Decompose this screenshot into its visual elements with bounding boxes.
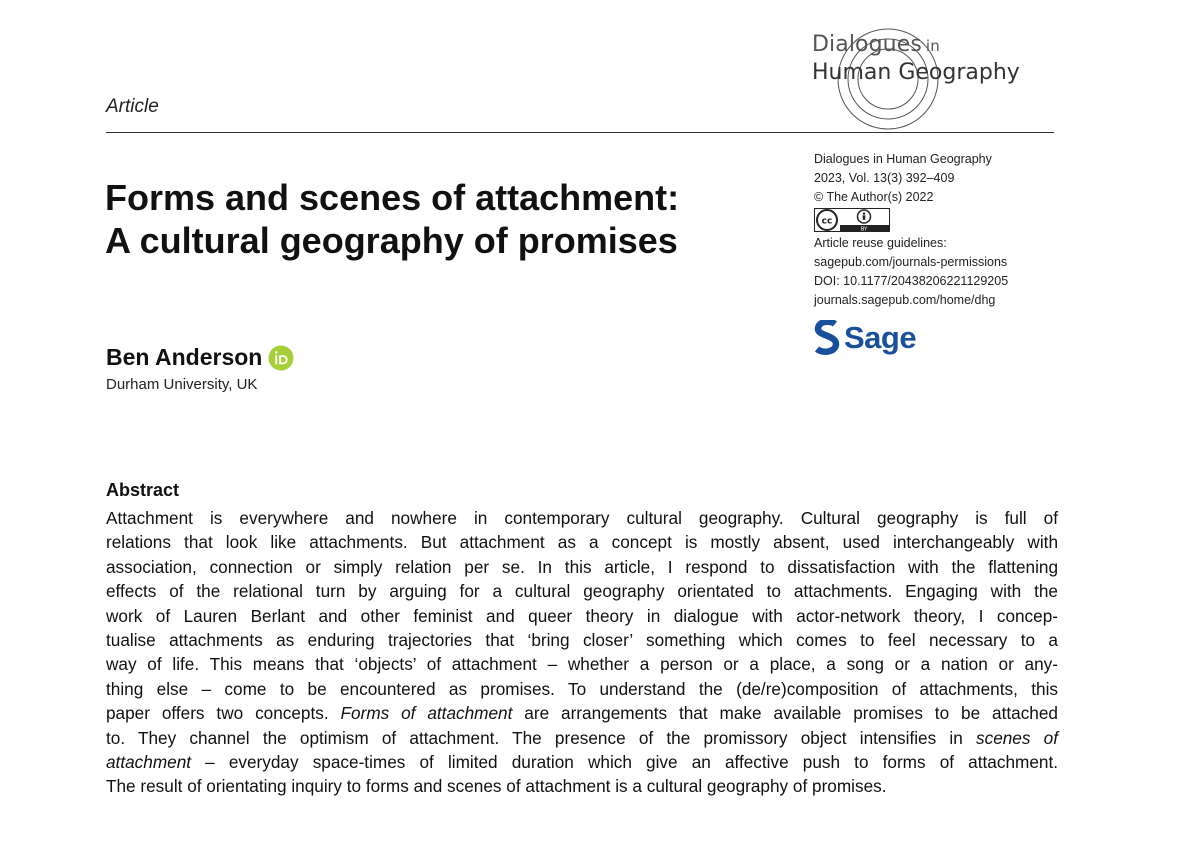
abstract-heading: Abstract [106, 480, 180, 500]
svg-text:cc: cc [821, 216, 833, 227]
meta-doi[interactable]: DOI: 10.1177/20438206221129205 [814, 274, 1009, 288]
orcid-icon[interactable] [268, 345, 294, 371]
meta-volume: 2023, Vol. 13(3) 392–409 [814, 171, 955, 185]
sage-logo[interactable] [814, 318, 916, 358]
abstract-line [106, 677, 1058, 701]
abstract-line [106, 506, 1058, 530]
abstract-line [106, 750, 1058, 774]
meta-reuse-label: Article reuse guidelines: [814, 236, 947, 250]
title-line-1: Forms and scenes of attachment: [105, 177, 680, 218]
svg-text:BY: BY [860, 226, 868, 232]
journal-logo-in: in [925, 37, 940, 55]
abstract-line [106, 652, 1058, 676]
abstract-text: tualise attachments as enduring trajectories that ‘bring closer’ something which comes to feel necessary to a [106, 630, 1058, 651]
abstract-text: work of Lauren Berlant and other feminist and queer theory in dialogue with actor-network theory, I concep- [106, 605, 1058, 626]
abstract-line [106, 774, 1058, 798]
title-line-2: A cultural geography of promises [105, 220, 678, 261]
abstract-line [106, 628, 1058, 652]
abstract-text: to. They channel the optimism of attachment. The presence of the promissory object intensifies in [106, 727, 976, 748]
abstract-term: Forms of attachment [340, 703, 513, 724]
abstract-text: Attachment is everywhere and nowhere in contemporary cultural geography. Cultural geography is full of [106, 508, 1058, 528]
article-type-label: Article [106, 96, 159, 117]
abstract-line [106, 579, 1058, 603]
sage-wordmark: Sage [844, 320, 917, 355]
cc-by-icon[interactable] [814, 208, 1054, 232]
abstract-text: effects of the relational turn by arguing for a cultural geography orientated to attachments. Engaging with the [106, 581, 1058, 602]
abstract-line [106, 530, 1058, 554]
author-block [106, 344, 294, 371]
abstract-term: scenes of [976, 727, 1058, 748]
abstract-text: The result of orientating inquiry to forms and scenes of attachment is a cultural geography of promises. [106, 776, 887, 797]
abstract-text: relations that look like attachments. But attachment as a concept is mostly absent, used interchangeably with [106, 532, 1058, 553]
author-name[interactable]: Ben Anderson [106, 344, 263, 370]
abstract-text: way of life. This means that ‘objects’ of attachment – whether a person or a place, a song or a nation or any- [106, 654, 1058, 675]
journal-logo-line1: Dialogues in [812, 32, 940, 57]
header-rule [106, 132, 1054, 133]
abstract-text: thing else – come to be encountered as promises. To understand the (de/re)composition of attachments, this [106, 678, 1058, 699]
abstract-line [106, 701, 1058, 725]
abstract-term: attachment [106, 752, 192, 773]
article-title [105, 176, 765, 262]
meta-journal: Dialogues in Human Geography [814, 152, 992, 166]
abstract-text: – everyday space-times of limited duration which give an affective push to forms of attachment. [191, 752, 1058, 773]
abstract-text: paper offers two concepts. [106, 703, 341, 724]
abstract-text: association, connection or simply relation per se. In this article, I respond to dissatisfaction with the flattening [106, 556, 1058, 577]
journal-logo [812, 24, 1052, 132]
abstract-text: are arrangements that make available promises to be attached [512, 703, 1058, 724]
meta-copyright: © The Author(s) 2022 [814, 190, 934, 204]
article-metadata [814, 150, 1054, 310]
journal-logo-line2: Human Geography [812, 60, 1020, 85]
author-affiliation: Durham University, UK [106, 376, 258, 393]
abstract-line [106, 555, 1058, 579]
meta-reuse-link[interactable]: sagepub.com/journals-permissions [814, 255, 1008, 269]
abstract-line [106, 726, 1058, 750]
sage-s-icon [814, 320, 840, 356]
abstract-line [106, 604, 1058, 628]
meta-homepage[interactable]: journals.sagepub.com/home/dhg [814, 293, 996, 307]
abstract-body [106, 506, 1058, 799]
